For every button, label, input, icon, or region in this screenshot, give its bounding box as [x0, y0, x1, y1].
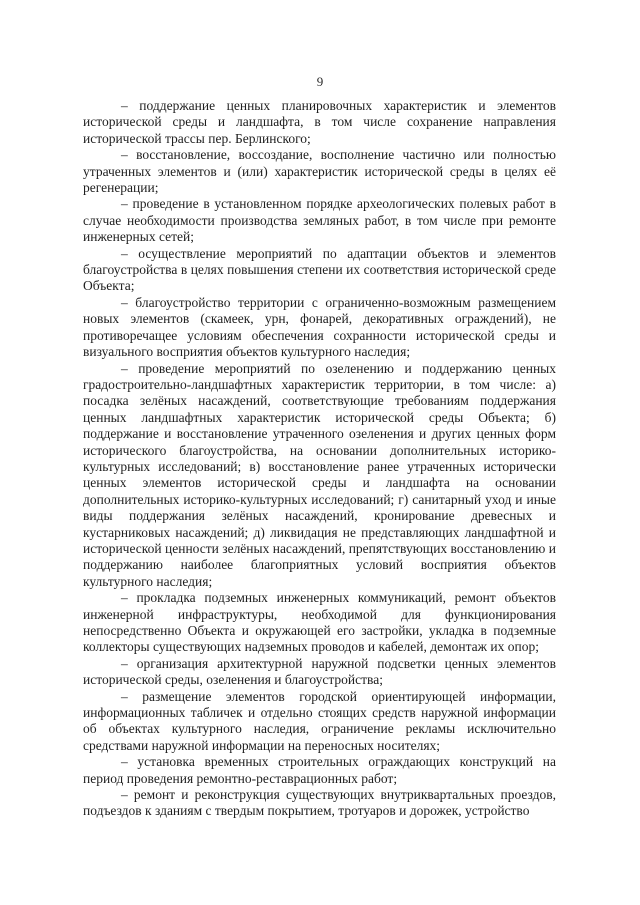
paragraph-lighting: – организация архитектурной наружной подсветки ценных элементов исторической среды, озеленения и благоустройства; — [83, 655, 556, 688]
paragraph-restoration: – восстановление, воссоздание, восполнение частично или полностью утраченных элементов и (или) характеристик исторической среды в целях её регенерации; — [83, 147, 556, 196]
paragraph-utilities: – прокладка подземных инженерных коммуникаций, ремонт объектов инженерной инфраструктуры, необходимой для функционирования непосредственно Объекта и окружающей его застройки, укладка в подземные коллекторы существующих надземных проводов и кабелей, демонтаж их опор; — [83, 590, 556, 655]
paragraph-landscaping: – благоустройство территории с ограниченно-возможным размещением новых элементов (скамеек, урн, фонарей, декоративных ограждений), не противоречащее условиям обеспечения сохранности исторической среды и визуального восприятия объектов культурного наследия; — [83, 294, 556, 360]
document-body — [83, 98, 556, 820]
paragraph-archaeology: – проведение в установленном порядке археологических полевых работ в случае необходимости производства земляных работ, в том числе при ремонте инженерных сетей; — [83, 196, 556, 245]
paragraph-roads: – ремонт и реконструкция существующих внутриквартальных проездов, подъездов к зданиям с твердым покрытием, тротуаров и дорожек, устройство — [83, 787, 556, 819]
paragraph-greening: – проведение мероприятий по озеленению и поддержанию ценных градостроительно-ландшафтных характеристик территории, в том числе: а) посадка зелёных насаждений, соответствующие требованиям поддержания ценных ландшафтных характеристик исторической среды Объекта; б) поддержание и восстановление утраченного озеленения и других ценных форм исторического благоустройства, на основании дополнительных историко-культурных исследований; в) восстановление ранее утраченных исторически ценных элементов исторической среды и ландшафта на основании дополнительных историко-культурных исследований; г) санитарный уход и иные виды поддержания зелёных насаждений, кронирование древесных и кустарниковых насаждений; д) ликвидация не представляющих ландшафтной и исторической ценности зелёных насаждений, препятствующих восстановлению и поддержанию наиболее благоприятных условий восприятия объектов культурного наследия; — [83, 360, 556, 589]
paragraph-fencing: – установка временных строительных ограждающих конструкций на период проведения ремонтно-реставрационных работ; — [83, 754, 556, 786]
paragraph-adaptation: – осуществление мероприятий по адаптации объектов и элементов благоустройства в целях повышения степени их соответствия исторической среде Объекта; — [83, 245, 556, 294]
page-number: 9 — [316, 74, 324, 89]
paragraph-signage: – размещение элементов городской ориентирующей информации, информационных табличек и отдельно стоящих средств наружной информации об объектах культурного наследия, ограничение рекламы исключительно средствами наружной информации на переносных носителях; — [83, 688, 556, 753]
paragraph-historic-planning: – поддержание ценных планировочных характеристик и элементов исторической среды и ландшафта, в том числе сохранение направления исторической трассы пер. Берлинского; — [83, 98, 556, 146]
